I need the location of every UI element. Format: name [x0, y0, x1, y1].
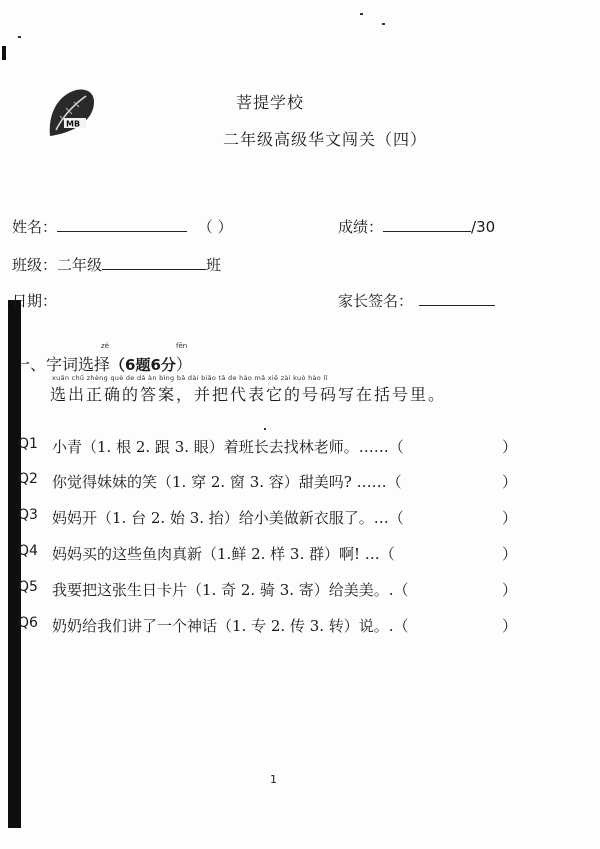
class-suffix: 班 [206, 256, 222, 274]
question-number: Q2 [18, 471, 38, 487]
question-number: Q5 [18, 579, 38, 595]
question-row [18, 579, 518, 601]
section-heading-prefix: 一、字词选 [14, 355, 95, 374]
scan-mark [2, 46, 6, 60]
fen-pinyin: fēn [176, 342, 188, 350]
question-number: Q3 [18, 507, 38, 523]
class-value: 二年级 [57, 256, 103, 274]
parent-sign-field [338, 290, 495, 311]
question-text: 妈妈开（1. 台 2. 始 3. 抬）给小美做新衣服了。…（ [52, 509, 404, 527]
class-field [12, 254, 221, 275]
scan-speck [18, 36, 21, 38]
svg-text:MB: MB [66, 119, 81, 129]
name-paren: （ ） [197, 218, 233, 236]
exam-title: 二年级高级华文闯关（四） [222, 130, 427, 149]
section-heading-zhai: 择 [94, 355, 111, 374]
page-number: 1 [270, 773, 277, 786]
parent-sign-label: 家长签名： [338, 292, 414, 310]
score-total: /30 [471, 218, 496, 236]
name-input-line[interactable] [57, 217, 187, 232]
scan-speck [382, 23, 385, 25]
question-row [18, 507, 518, 529]
score-input-line[interactable] [383, 217, 471, 232]
question-text: 我要把这张生日卡片（1. 奇 2. 骑 3. 寄）给美美。.（ [52, 581, 409, 599]
question-number: Q6 [18, 615, 38, 631]
class-label: 班级： [12, 256, 58, 274]
instruction-pinyin: xuǎn chū zhèng què de dá àn bìng bǎ dài biǎo tā de hào mǎ xiě zài kuò hào lǐ [52, 374, 328, 382]
zhai-pinyin: zé [101, 342, 109, 350]
answer-paren-close[interactable]: ） [502, 473, 518, 491]
answer-paren-close[interactable]: ） [502, 581, 518, 599]
question-row [18, 471, 518, 493]
question-row [18, 436, 518, 458]
section-heading-points: 6分 [150, 356, 176, 374]
scan-speck [360, 13, 363, 15]
question-number: Q4 [18, 543, 38, 559]
scan-speck [264, 428, 266, 430]
answer-paren-close[interactable]: ） [502, 438, 518, 456]
question-text: 妈妈买的这些鱼肉真新（1.鲜 2. 样 3. 群）啊! …（ [52, 545, 395, 563]
parent-sign-input-line[interactable] [419, 291, 495, 306]
instruction-text: 选出正确的答案，并把代表它的号码写在括号里。 [50, 385, 447, 404]
name-label: 姓名： [12, 218, 58, 236]
section-heading [14, 352, 192, 375]
score-label: 成绩： [338, 218, 384, 236]
class-input-line[interactable] [102, 255, 206, 270]
date-label: 日期： [12, 292, 58, 310]
section-heading-close: ） [175, 355, 192, 374]
score-field [338, 216, 495, 237]
question-number: Q1 [18, 436, 38, 452]
date-field [12, 290, 57, 311]
name-field [12, 216, 233, 237]
answer-paren-close[interactable]: ） [502, 617, 518, 635]
question-text: 小青（1. 根 2. 跟 3. 眼）着班长去找林老师。……（ [52, 438, 404, 456]
question-text: 你觉得妹妹的笑（1. 穿 2. 窗 3. 容）甜美吗? ……（ [52, 473, 402, 491]
section-heading-count: （6题 [110, 356, 151, 374]
school-name: 菩提学校 [235, 93, 304, 112]
question-row [18, 615, 518, 637]
question-text: 奶奶给我们讲了一个神话（1. 专 2. 传 3. 转）说。.（ [52, 617, 409, 635]
answer-paren-close[interactable]: ） [502, 545, 518, 563]
question-row [18, 543, 518, 565]
answer-paren-close[interactable]: ） [502, 509, 518, 527]
